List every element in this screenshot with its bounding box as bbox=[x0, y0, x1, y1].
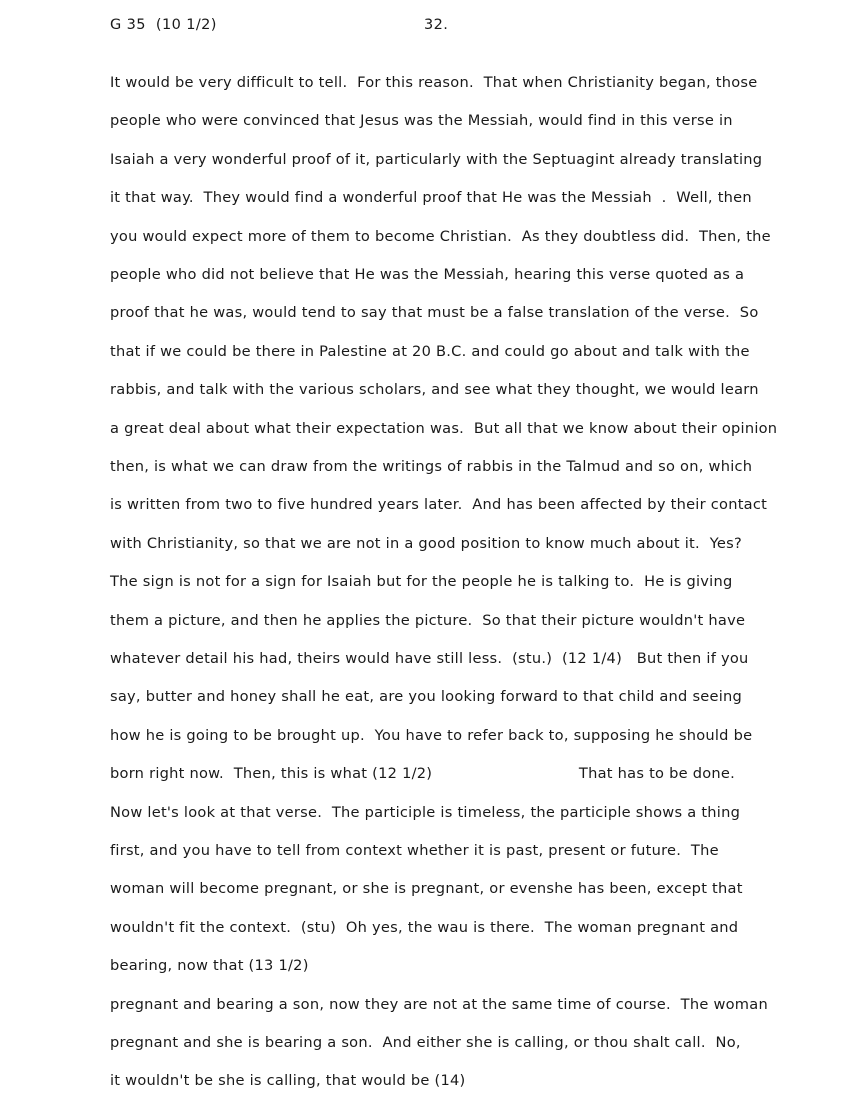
text-line: you would expect more of them to become Christian. As they doubtless did. Then, the bbox=[110, 227, 771, 245]
text-line: wouldn't fit the context. (stu) Oh yes, the wau is there. The woman pregnant and bbox=[110, 918, 739, 936]
document-code: G 35 (10 1/2) bbox=[110, 17, 217, 33]
text-line: then, is what we can draw from the writings of rabbis in the Talmud and so on, which bbox=[110, 458, 753, 475]
text-line: with Christianity, so that we are not in a good position to know much about it. Yes? bbox=[110, 534, 742, 552]
text-line: people who were convinced that Jesus was the Messiah, would find in this verse in bbox=[110, 112, 733, 130]
text-line: it wouldn't be she is calling, that would be (14) bbox=[110, 1072, 466, 1090]
text-line: them a picture, and then he applies the picture. So that their picture wouldn't have bbox=[110, 611, 746, 629]
text-line: it that way. They would find a wonderful proof that He was the Messiah . Well, then bbox=[110, 189, 752, 207]
page-number: 32. bbox=[424, 17, 449, 33]
text-line: whatever detail his had, theirs would have still less. (stu.) (12 1/4) But then if you bbox=[110, 650, 749, 667]
text-line: a great deal about what their expectation was. But all that we know about their opinion bbox=[110, 419, 778, 437]
text-line: woman will become pregnant, or she is pregnant, or evenshe has been, except that bbox=[110, 880, 743, 898]
text-line: Isaiah a very wonderful proof of it, particularly with the Septuagint already translating bbox=[110, 150, 763, 168]
text-line: rabbis, and talk with the various scholars, and see what they thought, we would learn bbox=[110, 381, 759, 399]
text-line: pregnant and she is bearing a son. And either she is calling, or thou shalt call. No, bbox=[110, 1034, 741, 1051]
text-line: is written from two to five hundred years later. And has been affected by their contact bbox=[110, 496, 768, 514]
text-line: pregnant and bearing a son, now they are not at the same time of course. The woman bbox=[110, 995, 768, 1013]
text-line: people who did not believe that He was the Messiah, hearing this verse quoted as a bbox=[110, 266, 745, 283]
text-line: It would be very difficult to tell. For this reason. That when Christianity began, those bbox=[110, 74, 758, 91]
text-line: born right now. Then, this is what (12 1/2) That has to be done. bbox=[110, 765, 736, 783]
text-line: Now let's look at that verse. The participle is timeless, the participle shows a thing bbox=[110, 803, 741, 821]
text-line: how he is going to be brought up. You have to refer back to, supposing he should be bbox=[110, 726, 753, 744]
text-line: bearing, now that (13 1/2) bbox=[110, 957, 309, 975]
text-line: The sign is not for a sign for Isaiah but for the people he is talking to. He is giving bbox=[110, 573, 733, 591]
text-line: first, and you have to tell from context whether it is past, present or future. The bbox=[110, 842, 719, 859]
text-line: say, butter and honey shall he eat, are you looking forward to that child and seeing bbox=[110, 688, 743, 706]
text-line: that if we could be there in Palestine at 20 B.C. and could go about and talk with the bbox=[110, 342, 750, 360]
text-line: proof that he was, would tend to say that must be a false translation of the verse. So bbox=[110, 304, 759, 322]
